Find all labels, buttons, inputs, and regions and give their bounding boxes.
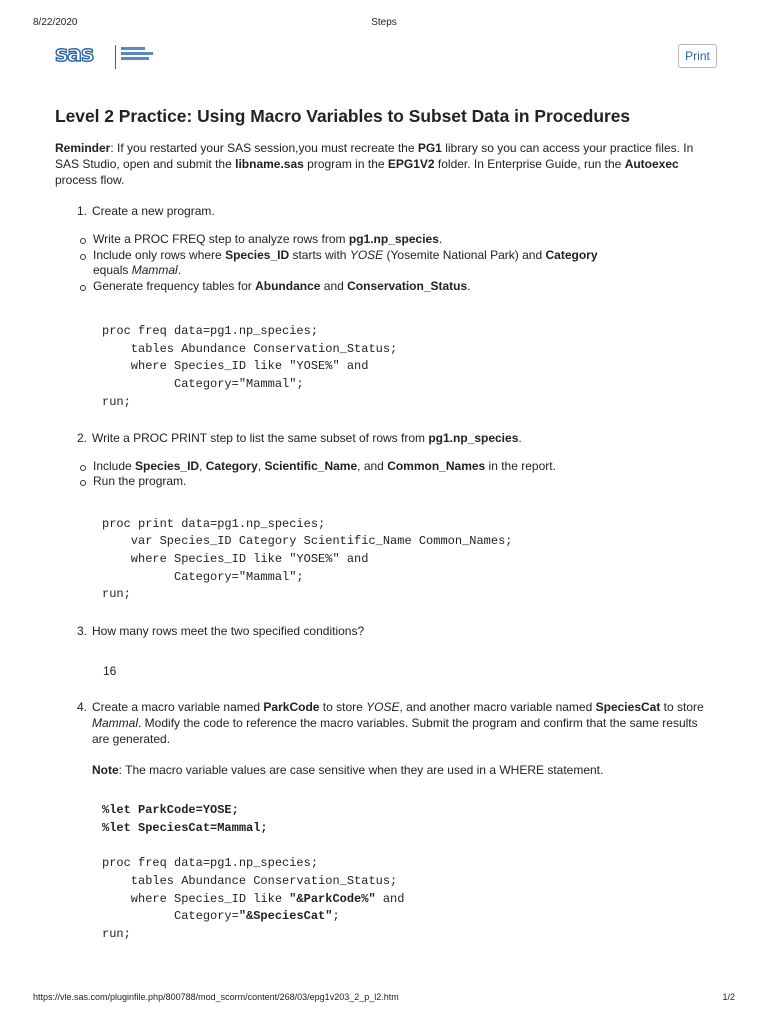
code-line: proc print data=pg1.np_species;	[102, 516, 326, 531]
reminder-paragraph	[55, 140, 710, 188]
code-line: proc freq data=pg1.np_species;	[102, 856, 319, 871]
page-title: Level 2 Practice: Using Macro Variables to Subset Data in Procedures	[55, 106, 631, 126]
library-name: PG1	[417, 141, 442, 155]
step-2	[55, 430, 710, 446]
code-line: run;	[102, 587, 131, 602]
step-text: How many rows meet the two specified conditions?	[92, 624, 365, 639]
reminder-text: folder. In Enterprise Guide, run the	[434, 157, 625, 171]
print-date: 8/22/2020	[33, 17, 78, 28]
note-text: : The macro variable values are case sensitive when they are used in a WHERE statement.	[118, 763, 604, 778]
sas-logo-text: sas	[55, 42, 94, 67]
code-line: tables Abundance Conservation_Status;	[102, 341, 398, 356]
print-title: Steps	[371, 17, 397, 28]
step-text: Write a PROC PRINT step to list the same subset of rows from pg1.np_species.	[92, 430, 522, 445]
note-label: Note	[92, 763, 119, 778]
reminder-text: process flow.	[55, 173, 125, 187]
step-number: 4.	[77, 700, 88, 715]
step-text: Create a new program.	[92, 204, 215, 218]
step-2-bullets	[55, 459, 710, 490]
reminder-text: : If you restarted your SAS session,you must recreate the	[110, 141, 418, 155]
answer-value: 16	[103, 664, 117, 679]
code-line: where Species_ID like "YOSE%" and	[102, 551, 369, 566]
step-number: 1.	[77, 204, 88, 218]
list-item: Run the program.	[55, 474, 710, 490]
print-url: https://vle.sas.com/pluginfile.php/800788/mod_scorm/content/268/03/epg1v203_2_p_l2.htm	[33, 992, 399, 1002]
step-text: Create a macro variable named ParkCode to store YOSE, and another macro variable named SpeciesCat to store Mammal. Modify the code to reference the macro variables. Submit the program and confirm that the same results are generated.	[92, 700, 704, 747]
list-item: Write a PROC FREQ step to analyze rows from pg1.np_species.	[55, 232, 710, 248]
step-3	[55, 623, 710, 639]
process-flow-name: Autoexec	[624, 157, 679, 171]
code-block-1	[102, 323, 710, 412]
code-line: %let ParkCode=YOSE;	[102, 803, 239, 818]
list-item: Generate frequency tables for Abundance and Conservation_Status.	[55, 279, 710, 295]
note-paragraph	[92, 762, 710, 778]
list-item: Include Species_ID, Category, Scientific_Name, and Common_Names in the report.	[55, 459, 710, 475]
code-line: where Species_ID like "&ParkCode%" and	[102, 891, 405, 906]
list-item: Include only rows where Species_ID starts with YOSE (Yosemite National Park) and Category equals Mammal.	[55, 248, 710, 279]
code-line: %let SpeciesCat=Mammal;	[102, 820, 268, 835]
step-number: 2.	[77, 430, 88, 445]
program-name: libname.sas	[235, 157, 304, 171]
code-line: var Species_ID Category Scientific_Name Common_Names;	[102, 534, 513, 549]
code-block-2	[102, 516, 710, 605]
code-line: run;	[102, 926, 131, 941]
code-block-3	[102, 802, 710, 944]
code-line: Category="&SpeciesCat";	[102, 909, 340, 924]
code-line: proc freq data=pg1.np_species;	[102, 324, 319, 338]
print-header	[0, 17, 768, 31]
code-line: Category="Mammal";	[102, 377, 304, 392]
print-footer	[0, 992, 768, 1006]
step-4	[55, 699, 710, 747]
print-button[interactable]: Print	[678, 44, 717, 68]
step-number: 3.	[77, 624, 88, 639]
reminder-text: library so you can access your practice files. In SAS Studio, open and submit the	[55, 141, 694, 171]
logo-divider	[115, 45, 116, 69]
code-line: run;	[102, 394, 131, 409]
sas-logo	[55, 44, 165, 70]
step-1-bullets	[55, 232, 710, 294]
step-1	[55, 203, 710, 219]
code-line: tables Abundance Conservation_Status;	[102, 873, 398, 888]
page-number: 1/2	[722, 992, 735, 1002]
code-line: where Species_ID like "YOSE%" and	[102, 359, 369, 374]
logo-subtext-icon	[121, 47, 153, 62]
page-content	[55, 104, 710, 944]
reminder-text: program in the	[303, 157, 388, 171]
folder-name: EPG1V2	[387, 157, 435, 171]
reminder-label: Reminder	[55, 141, 111, 155]
code-line: Category="Mammal";	[102, 569, 304, 584]
